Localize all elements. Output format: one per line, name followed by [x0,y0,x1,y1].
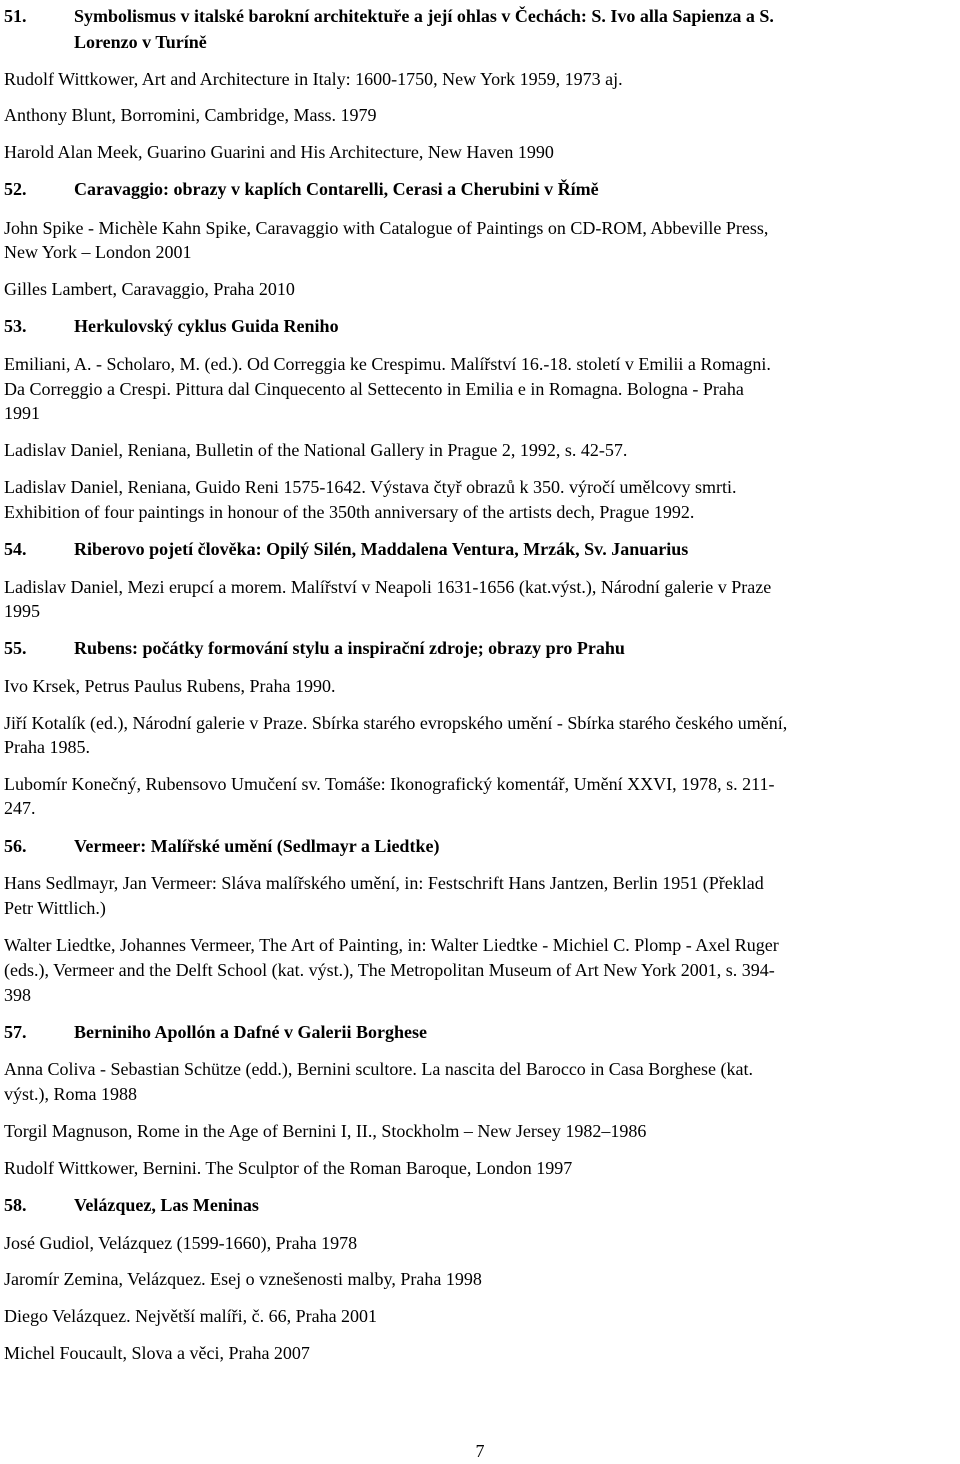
section-55-heading [4,636,625,661]
section-number: 51. [4,6,27,26]
reference-line: Ivo Krsek, Petrus Paulus Rubens, Praha 1990. [4,676,336,696]
reference-line: 1995 [4,601,40,621]
section-53-heading [4,314,339,339]
section-title-cont: Lorenzo v Turíně [74,32,207,52]
section-title: Herkulovský cyklus Guida Reniho [74,316,339,336]
reference-line: Petr Wittlich.) [4,898,106,918]
reference-line: Walter Liedtke, Johannes Vermeer, The Art of Painting, in: Walter Liedtke - Michiel C. Plomp - Axel Ruger [4,935,779,955]
section-number: 58. [4,1195,27,1215]
section-title: Berniniho Apollón a Dafné v Galerii Borghese [74,1022,428,1042]
section-56-heading [4,834,439,859]
section-57-heading [4,1020,427,1045]
section-title: Symbolismus v italské barokní architektuře a její ohlas v Čechách: S. Ivo alla Sapienza a S. [74,6,774,26]
section-title: Rubens: počátky formování stylu a inspirační zdroje; obrazy pro Prahu [74,638,625,658]
reference-line: Ladislav Daniel, Reniana, Guido Reni 1575-1642. Výstava čtyř obrazů k 350. výročí umělcovy smrti. [4,477,737,497]
section-number: 53. [4,316,27,336]
section-title: Vermeer: Malířské umění (Sedlmayr a Liedtke) [74,836,440,856]
section-number: 56. [4,836,27,856]
reference-line: Harold Alan Meek, Guarino Guarini and His Architecture, New Haven 1990 [4,142,554,162]
reference-line: Anna Coliva - Sebastian Schütze (edd.), Bernini scultore. La nascita del Barocco in Casa Borghese (kat. [4,1059,753,1079]
reference-line: Jiří Kotalík (ed.), Národní galerie v Praze. Sbírka starého evropského umění - Sbírka starého českého umění, [4,713,788,733]
reference-line: Emiliani, A. - Scholaro, M. (ed.). Od Correggia ke Crespimu. Malířství 16.-18. století v Emilii a Romagni. [4,354,771,374]
reference-line: Rudolf Wittkower, Art and Architecture in Italy: 1600-1750, New York 1959, 1973 aj. [4,69,623,89]
section-title: Caravaggio: obrazy v kaplích Contarelli, Cerasi a Cherubini v Římě [74,179,599,199]
reference-line: Ladislav Daniel, Mezi erupcí a morem. Malířství v Neapoli 1631-1656 (kat.výst.), Národní galerie v Praze [4,577,772,597]
reference-line: Hans Sedlmayr, Jan Vermeer: Sláva malířského umění, in: Festschrift Hans Jantzen, Berlin 1951 (Překlad [4,873,764,893]
reference-line: Diego Velázquez. Největší malíři, č. 66, Praha 2001 [4,1306,378,1326]
reference-line: Praha 1985. [4,737,90,757]
section-54-heading [4,537,688,562]
reference-line: výst.), Roma 1988 [4,1084,137,1104]
reference-line: Rudolf Wittkower, Bernini. The Sculptor of the Roman Baroque, London 1997 [4,1158,573,1178]
section-51-heading [4,4,774,29]
reference-line: José Gudiol, Velázquez (1599-1660), Praha 1978 [4,1233,358,1253]
reference-line: New York – London 2001 [4,242,192,262]
reference-line: 1991 [4,403,40,423]
section-52-heading [4,177,599,202]
section-number: 54. [4,539,27,559]
page-number: 7 [475,1441,485,1461]
section-number: 52. [4,179,27,199]
reference-line: Jaromír Zemina, Velázquez. Esej o vznešenosti malby, Praha 1998 [4,1269,482,1289]
reference-line: Exhibition of four paintings in honour of the 350th anniversary of the artists dech, Prague 1992. [4,502,695,522]
reference-line: Lubomír Konečný, Rubensovo Umučení sv. Tomáše: Ikonografický komentář, Umění XXVI, 1978, s. 211- [4,774,775,794]
section-number: 57. [4,1022,27,1042]
reference-line: Da Correggio a Crespi. Pittura dal Cinquecento al Settecento in Emilia e in Romagna. Bologna - Praha [4,379,744,399]
reference-line: Torgil Magnuson, Rome in the Age of Bernini I, II., Stockholm – New Jersey 1982–1986 [4,1121,647,1141]
reference-line: 247. [4,798,36,818]
section-51-heading-cont [4,30,207,55]
reference-line: John Spike - Michèle Kahn Spike, Caravaggio with Catalogue of Paintings on CD-ROM, Abbeville Press, [4,218,769,238]
reference-line: 398 [4,985,31,1005]
section-number: 55. [4,638,27,658]
reference-line: Anthony Blunt, Borromini, Cambridge, Mass. 1979 [4,105,377,125]
reference-line: Gilles Lambert, Caravaggio, Praha 2010 [4,279,295,299]
section-58-heading [4,1193,259,1218]
reference-line: Ladislav Daniel, Reniana, Bulletin of the National Gallery in Prague 2, 1992, s. 42-57. [4,440,628,460]
reference-line: Michel Foucault, Slova a věci, Praha 2007 [4,1343,310,1363]
section-title: Velázquez, Las Meninas [74,1195,259,1215]
section-title: Riberovo pojetí člověka: Opilý Silén, Maddalena Ventura, Mrzák, Sv. Januarius [74,539,689,559]
reference-line: (eds.), Vermeer and the Delft School (kat. výst.), The Metropolitan Museum of Art New York 2001, s. 394- [4,960,775,980]
